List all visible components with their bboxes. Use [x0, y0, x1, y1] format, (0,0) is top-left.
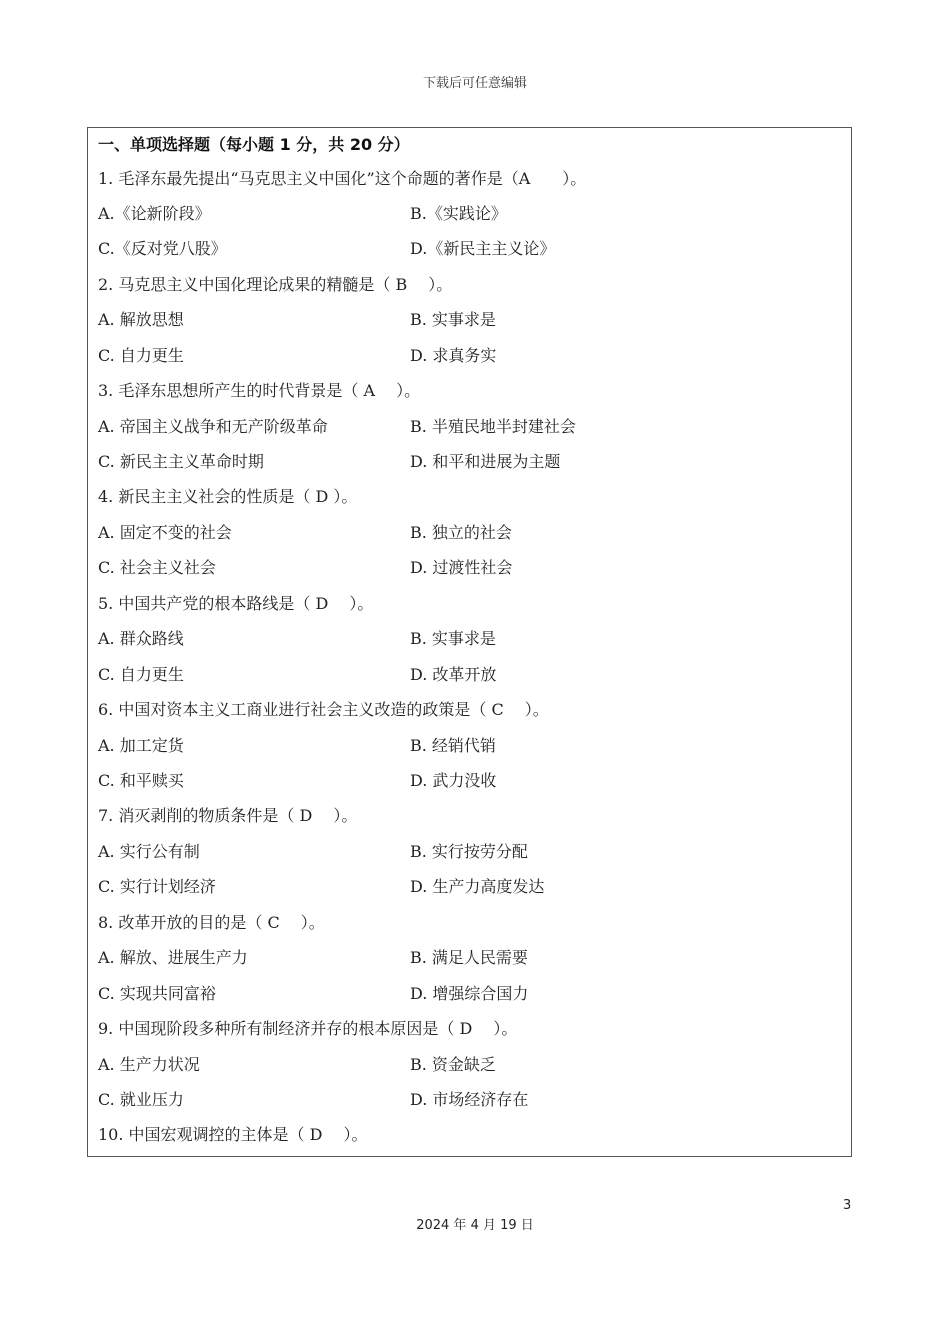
option-d: D. 和平和进展为主题: [410, 452, 561, 471]
option-c: C. 实现共同富裕: [98, 984, 216, 1003]
question-stem: 2. 马克思主义中国化理论成果的精髓是（ B ）。: [98, 275, 453, 294]
question-stem: 7. 消灭剥削的物质条件是（ D ）。: [98, 806, 358, 825]
option-c: C. 实行计划经济: [98, 877, 216, 896]
option-c: C.《反对党八股》: [98, 239, 227, 258]
option-a: A. 加工定货: [98, 736, 184, 755]
option-b: B. 满足人民需要: [410, 948, 528, 967]
option-d: D. 过渡性社会: [410, 558, 513, 577]
option-a: A. 生产力状况: [98, 1055, 200, 1074]
option-a: A. 解放思想: [98, 310, 184, 329]
question-stem: 10. 中国宏观调控的主体是（ D ）。: [98, 1125, 368, 1144]
footer-date: 2024 年 4 月 19 日: [416, 1218, 534, 1233]
option-c: C. 和平赎买: [98, 771, 184, 790]
option-d: D. 增强综合国力: [410, 984, 529, 1003]
option-c: C. 自力更生: [98, 665, 184, 684]
option-c: C. 就业压力: [98, 1090, 184, 1109]
question-stem: 1. 毛泽东最先提出“马克思主义中国化”这个命题的著作是（A ）。: [98, 169, 587, 188]
option-a: A. 群众路线: [98, 629, 184, 648]
option-a: A. 帝国主义战争和无产阶级革命: [98, 417, 328, 436]
option-c: C. 自力更生: [98, 346, 184, 365]
option-b: B. 半殖民地半封建社会: [410, 417, 576, 436]
option-d: D. 生产力高度发达: [410, 877, 545, 896]
option-b: B. 资金缺乏: [410, 1055, 496, 1074]
option-a: A. 固定不变的社会: [98, 523, 232, 542]
page-number: 3: [843, 1198, 852, 1213]
option-d: D. 市场经济存在: [410, 1090, 529, 1109]
question-box: [87, 127, 852, 1157]
option-b: B.《实践论》: [410, 204, 507, 223]
question-stem: 5. 中国共产党的根本路线是（ D ）。: [98, 594, 374, 613]
section-title: 一、单项选择题（每小题 1 分，共 20 分）: [98, 135, 410, 154]
option-c: C. 新民主主义革命时期: [98, 452, 264, 471]
option-b: B. 实事求是: [410, 629, 496, 648]
option-a: A.《论新阶段》: [98, 204, 211, 223]
option-d: D. 改革开放: [410, 665, 497, 684]
question-stem: 9. 中国现阶段多种所有制经济并存的根本原因是（ D ）。: [98, 1019, 518, 1038]
option-d: D.《新民主主义论》: [410, 239, 556, 258]
option-b: B. 独立的社会: [410, 523, 512, 542]
question-stem: 4. 新民主主义社会的性质是（ D ）。: [98, 487, 358, 506]
option-d: D. 求真务实: [410, 346, 497, 365]
option-d: D. 武力没收: [410, 771, 497, 790]
header-note: 下载后可任意编辑: [422, 76, 527, 91]
option-a: A. 实行公有制: [98, 842, 200, 861]
option-c: C. 社会主义社会: [98, 558, 216, 577]
option-a: A. 解放、进展生产力: [98, 948, 248, 967]
question-stem: 3. 毛泽东思想所产生的时代背景是（ A ）。: [98, 381, 421, 400]
option-b: B. 实事求是: [410, 310, 496, 329]
question-stem: 6. 中国对资本主义工商业进行社会主义改造的政策是（ C ）。: [98, 700, 549, 719]
option-b: B. 实行按劳分配: [410, 842, 528, 861]
option-b: B. 经销代销: [410, 736, 496, 755]
question-stem: 8. 改革开放的目的是（ C ）。: [98, 913, 325, 932]
